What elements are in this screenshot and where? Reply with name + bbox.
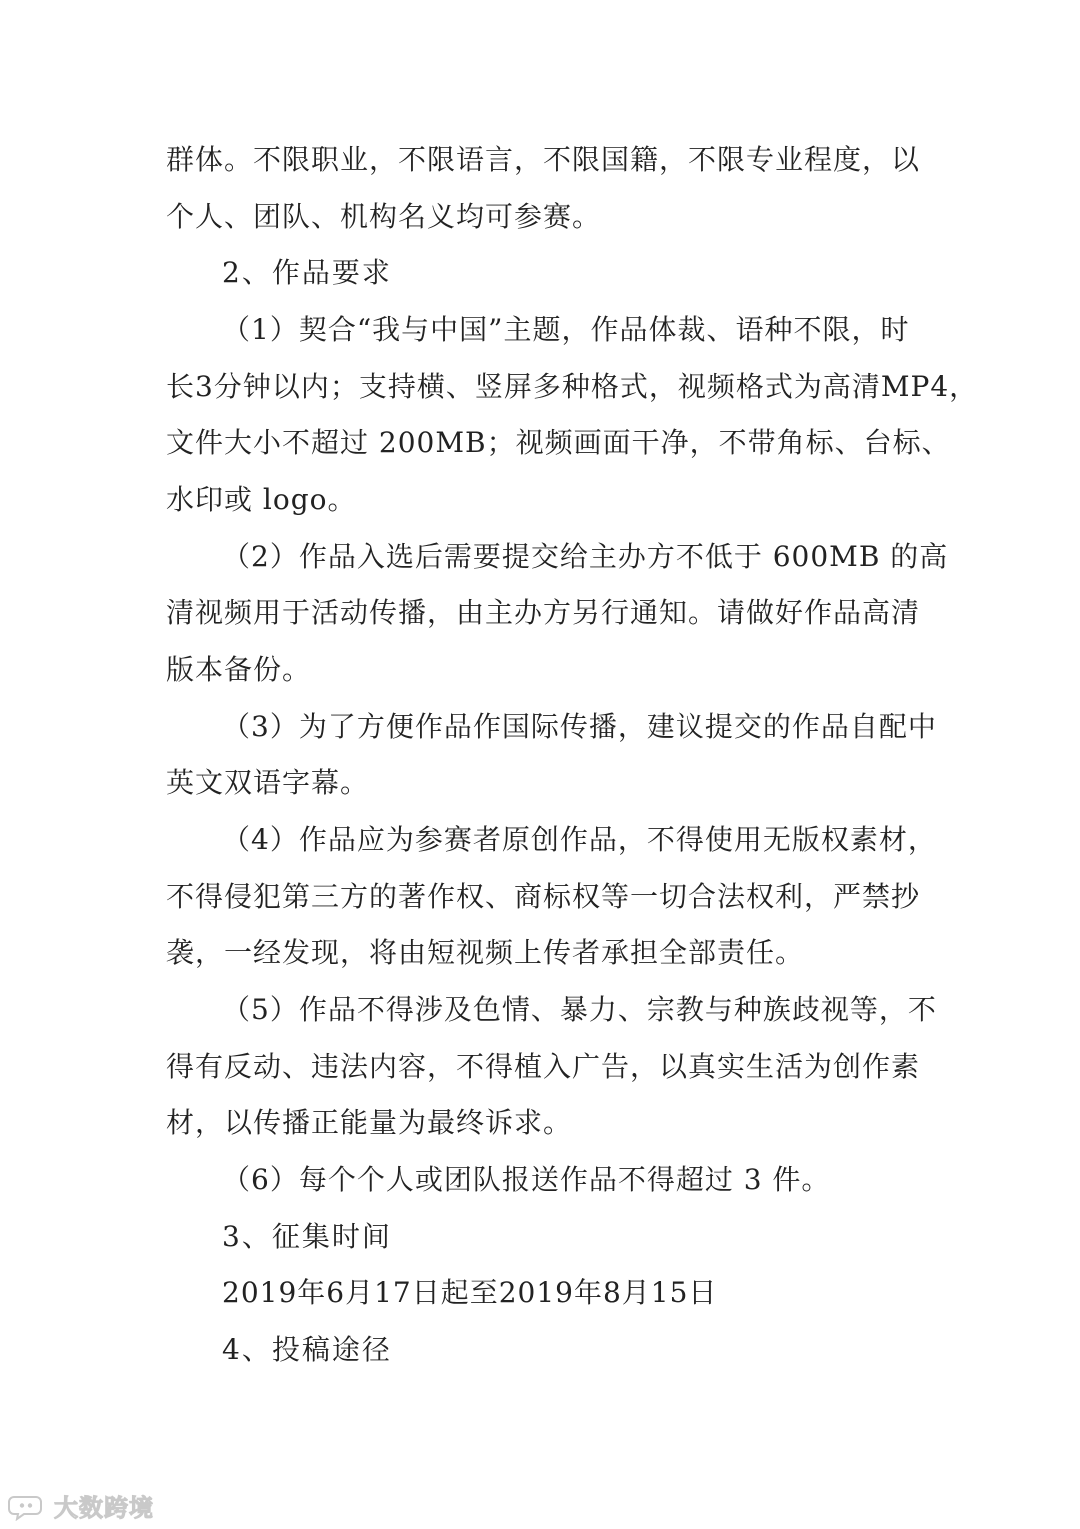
body-text-line: （2）作品入选后需要提交给主办方不低于 600MB 的高 xyxy=(222,540,949,573)
section-heading-collection-time: 3、征集时间 xyxy=(222,1220,392,1253)
body-text-line: 材，以传播正能量为最终诉求。 xyxy=(166,1106,573,1139)
body-text-line: （4）作品应为参赛者原创作品，不得使用无版权素材， xyxy=(222,823,937,856)
body-text-line: 得有反动、违法内容，不得植入广告，以真实生活为创作素 xyxy=(166,1050,921,1083)
body-text-line: 水印或 logo。 xyxy=(166,483,357,516)
collection-date-range: 2019年6月17日起至2019年8月15日 xyxy=(222,1276,718,1309)
section-heading-submission-channel: 4、投稿途径 xyxy=(222,1333,392,1366)
body-text-line: 长3分钟以内；支持横、竖屏多种格式，视频格式为高清MP4， xyxy=(166,370,979,403)
watermark-text: 大数跨境 xyxy=(54,1494,154,1522)
body-text-line: （3）为了方便作品作国际传播，建议提交的作品自配中 xyxy=(222,710,937,743)
body-text-line: 版本备份。 xyxy=(166,653,312,686)
body-text-line: 个人、团队、机构名义均可参赛。 xyxy=(166,200,602,233)
section-heading-work-requirements: 2、作品要求 xyxy=(222,256,392,289)
chat-bubble-logo-icon xyxy=(8,1491,48,1521)
watermark xyxy=(8,1488,154,1523)
body-text-line: 不得侵犯第三方的著作权、商标权等一切合法权利，严禁抄 xyxy=(166,880,921,913)
body-text-line: 文件大小不超过 200MB；视频画面干净，不带角标、台标、 xyxy=(166,426,951,459)
body-text-line: 清视频用于活动传播，由主办方另行通知。请做好作品高清 xyxy=(166,596,921,629)
body-text-line: 袭，一经发现，将由短视频上传者承担全部责任。 xyxy=(166,936,805,969)
body-text-line: （6）每个个人或团队报送作品不得超过 3 件。 xyxy=(222,1163,831,1196)
body-text-line: （5）作品不得涉及色情、暴力、宗教与种族歧视等，不 xyxy=(222,993,937,1026)
body-text-line: 群体。不限职业，不限语言，不限国籍，不限专业程度，以 xyxy=(166,143,921,176)
body-text-line: 英文双语字幕。 xyxy=(166,766,370,799)
body-text-line: （1）契合“我与中国”主题，作品体裁、语种不限，时 xyxy=(222,313,910,346)
